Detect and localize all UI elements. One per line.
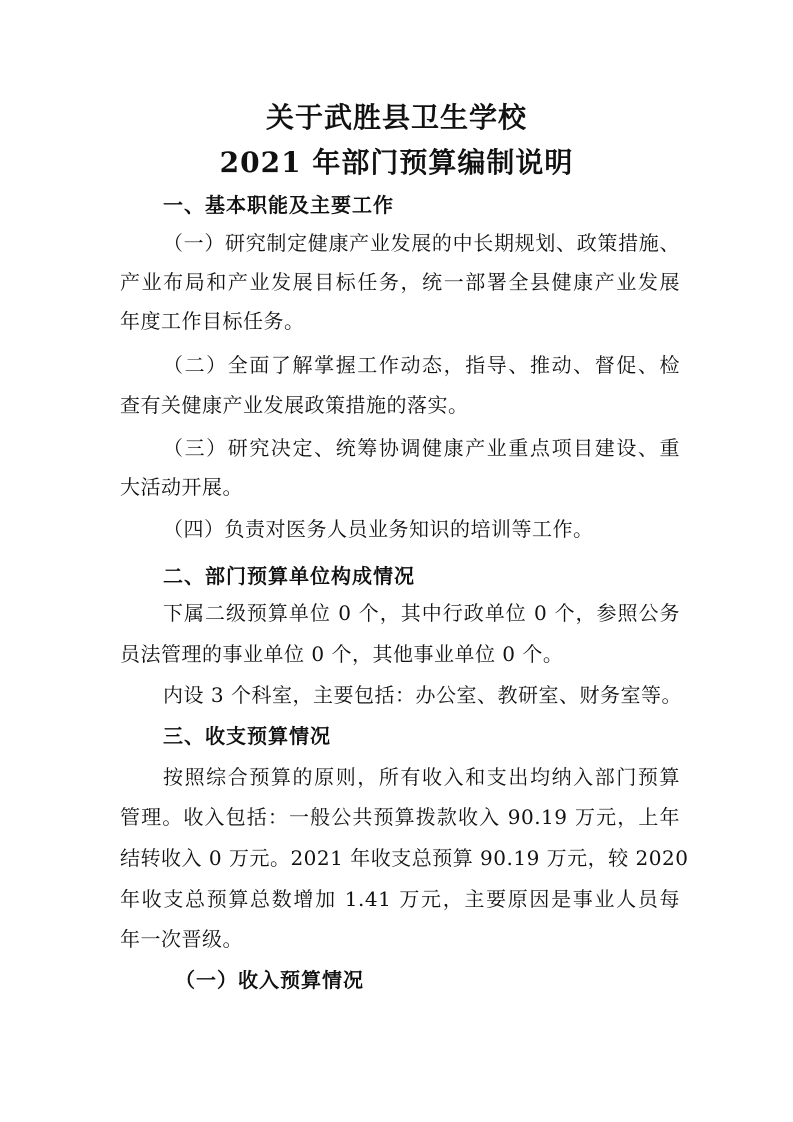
section-3-subheading-1: （一）收入预算情况	[175, 968, 364, 992]
section-2-para-2-line-1: 内设 3 个科室，主要包括：办公室、教研室、财务室等。	[163, 683, 682, 707]
section-1-para-2-line-2: 查有关健康产业发展政策措施的落实。	[120, 393, 469, 417]
section-3-para-1-line-2: 管理。收入包括：一般公共预算拨款收入 90.19 万元，上年	[120, 805, 680, 829]
document-title-line-1: 关于武胜县卫生学校	[265, 101, 527, 134]
document-title-line-2: 2021 年部门预算编制说明	[219, 146, 574, 179]
section-1-para-2-line-1: （二）全面了解掌握工作动态，指导、推动、督促、检	[163, 353, 680, 377]
section-1-para-4-line-1: （四）负责对医务人员业务知识的培训等工作。	[163, 517, 594, 541]
section-2-para-1-line-1: 下属二级预算单位 0 个，其中行政单位 0 个，参照公务	[163, 601, 680, 625]
section-2-para-1-line-2: 员法管理的事业单位 0 个，其他事业单位 0 个。	[120, 642, 564, 666]
section-3-para-1-line-3: 结转收入 0 万元。2021 年收支总预算 90.19 万元，较 2020	[120, 846, 689, 870]
section-3-para-1-line-1: 按照综合预算的原则，所有收入和支出均纳入部门预算	[163, 765, 680, 789]
section-1-para-1-line-2: 产业布局和产业发展目标任务，统一部署全县健康产业发展	[120, 270, 680, 294]
section-1-para-3-line-1: （三）研究决定、统筹协调健康产业重点项目建设、重	[163, 436, 680, 460]
section-3-para-1-line-4: 年收支总预算总数增加 1.41 万元，主要原因是事业人员每	[120, 887, 680, 911]
section-3-heading: 三、收支预算情况	[163, 724, 331, 748]
section-1-para-3-line-2: 大活动开展。	[120, 475, 243, 499]
section-1-heading: 一、基本职能及主要工作	[163, 193, 394, 217]
section-1-para-1-line-3: 年度工作目标任务。	[120, 309, 305, 333]
section-3-para-1-line-5: 年一次晋级。	[120, 927, 243, 951]
section-2-heading: 二、部门预算单位构成情况	[163, 564, 415, 588]
section-1-para-1-line-1: （一）研究制定健康产业发展的中长期规划、政策措施、	[163, 231, 680, 255]
